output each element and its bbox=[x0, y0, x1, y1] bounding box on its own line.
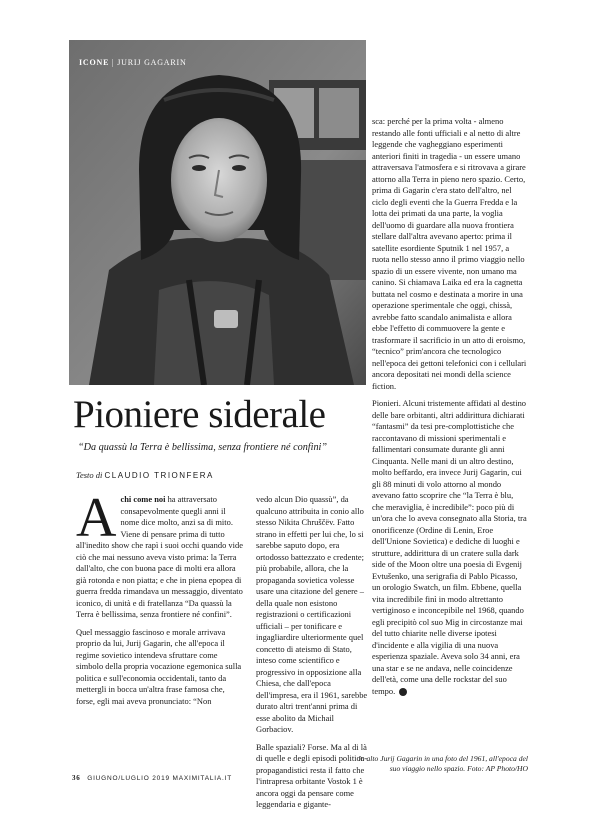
paragraph-text: Pionieri. Alcuni tristemente affidati al destino delle bare orbitanti, altri addirittura dichiarati “fantasmi” da tesi pre-complottistiche che raccontavano di missioni sperimentali e fallimentari consumate durante gli anni Cinquanta. Nelle mani di un altro destino, molto beffardo, era invece Jurij Gagarin, cui gli 88 minuti di volo attorno al mondo avevano fatto scoprire che “la Terra è blu, che meraviglia, è incredibile”: poco più di un'ora che lo aveva consegnato alla Storia, tra onorificenze (Ordine di Lenin, Eroe dell'Unione Sovietica) e dediche di luoghi e strutture, addirittura di un cratere sulla dark side of the Moon oltre una poesia di Evgenij Evtušenko, una serigrafia di Pablo Picasso, un orologio Swatch, un film. Ebbene, quella vita incredibile finì in modo altrettanto vertiginoso e inconcepibile nel 1968, quando egli precipitò col suo Mig in circostanze mai del tutto chiarite nelle diverse ipotesi d'incidente e alla vigilia di una nuova esperienza spaziale. Aveva solo 34 anni, era una star e se ne andava, nelle coincidenze dell'età, come una delle rockstar del suo tempo. bbox=[372, 398, 527, 696]
headline: Pioniere siderale bbox=[73, 393, 326, 436]
byline-label: Testo di bbox=[76, 470, 103, 480]
lead-in: chi come noi bbox=[120, 494, 166, 504]
site-name: MAXIMITALIA.IT bbox=[172, 775, 232, 782]
page-number: 36 bbox=[72, 774, 81, 782]
paragraph: Balle spaziali? Forse. Ma al di là di quelle e degli episodi politico-propagandistici resta il fatto che l'intrapresa orbitante Vostok 1 è ancora oggi da pensare come leggendaria e gigante- bbox=[256, 741, 368, 809]
byline bbox=[76, 470, 214, 480]
article-column-2 bbox=[256, 494, 369, 817]
subtitle: “Da quassù la Terra è bellissima, senza frontiere né confini” bbox=[78, 442, 328, 453]
article-column-1 bbox=[76, 487, 244, 713]
issue-date: GIUGNO/LUGLIO 2019 bbox=[87, 775, 170, 782]
kicker-separator: | bbox=[112, 58, 115, 67]
article-column-3 bbox=[372, 116, 527, 703]
paragraph: vedo alcun Dio quassù”, da qualcuno attribuita in conio allo stesso Nikita Chruščëv. Fatto strano in effetti per lui che, lo si sarebbe saputo dopo, era ortodosso battezzato e credente; più probabile, allora, che la propaganda sovietica volesse usare una citazione del genere – della quale non esistono registrazioni o certificazioni ufficiali – per tonificare e ingagliardire ulteriormente quel concetto di ateismo di Stato, inteso come scientifico e progressivo in opposizione alla Chiesa, che dall'epoca dell'impresa, era il 1961, sarebbe durato altri trent'anni prima di esse abolito da Michail Gorbaciov. bbox=[256, 494, 368, 734]
kicker-section: ICONE bbox=[79, 58, 110, 67]
drop-cap: A bbox=[76, 487, 117, 549]
end-mark-icon bbox=[399, 688, 407, 696]
hero-photo bbox=[69, 40, 366, 385]
photo-kicker bbox=[79, 58, 187, 67]
kicker-subject: JURIJ GAGARIN bbox=[117, 58, 187, 67]
paragraph: sca: perché per la prima volta - almeno restando alle fonti ufficiali e al netto di altre leggende che vagheggiano esperimenti anteriori finiti in tragedia - un essere umano attraversava l'atmosfera e si ritrovava a girare attorno alla Terra in pieno nero spazio. Certo, prima di Gagarin c'era stato dell'altro, nel ciclo degli eventi che la Guerra Fredda e la lotta dei primati da una parte, la voglia dell'uomo di guardare alla nuova frontiera stellare dall'altra avevano aperto: prima il satellite esordiente Sputnik 1 nel 1957, a ruota nello stesso anno il primo viaggio nello spazio di un essere vivente, non umano ma canino. Si chiamava Laika ed era la cagnetta buttata nel cosmo e destinata a morire in una operazione sperimentale che oggi, chissà, avrebbe fatto scandalo animalista e allora ebbe l'effetto di commuovere la gente e trasformare il sacrificio in un atto di eroismo, “tecnico” prim'ancora che tecnologico nell'epoca dei gettoni telefonici con i cellulari ancora depositati nei mondi della science fiction. bbox=[372, 116, 527, 391]
paragraph: Quel messaggio fascinoso e morale arrivava proprio da lui, Jurij Gagarin, che all'epoca il regime sovietico intendeva sfruttare come simbolo della propria vocazione egemonica sulla politica e sull'economia occidentali, tanto da mettergli in bocca un'altra frase famosa che, forse, egli mai aveva pronunciato: “Non bbox=[76, 626, 242, 706]
paragraph-text: ha attraversato consapevolmente quegli anni il nome dice molto, anzi sa di mito. Viene di pensare prima di tutto all'inedito show che rapì i suoi occhi quando vide ciò che mai nessuno aveva visto prima: la Terra dall'alto, che con buona pace di molti era allora già rotonda e non piatta; e che in piena epopea di guerra fredda rimandava un messaggio, diventato iconico, di unità e di fratellanza “Da quassù la Terra è bellissima, senza frontiere né confini”. bbox=[76, 494, 243, 619]
page-footer bbox=[72, 774, 232, 782]
photo-caption: In alto Jurij Gagarin in una foto del 1961, all'epoca del suo viaggio nello spazio. Foto: AP Photo/HO bbox=[358, 754, 528, 773]
paragraph bbox=[372, 398, 527, 697]
paragraph bbox=[76, 487, 244, 621]
portrait-photo bbox=[69, 40, 366, 385]
byline-author: CLAUDIO TRIONFERA bbox=[104, 471, 214, 480]
